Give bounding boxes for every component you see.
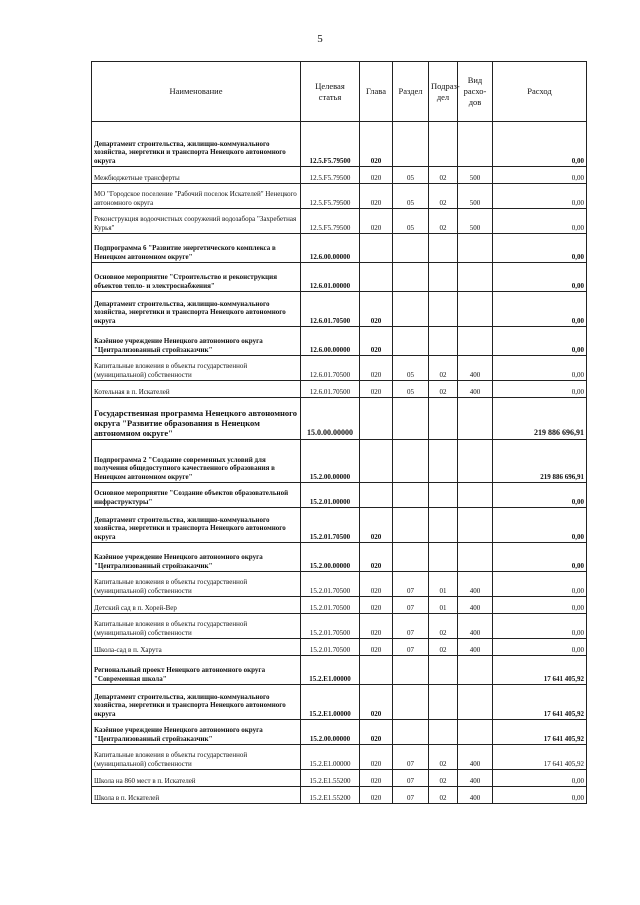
row-amount: 0,00 [493,543,587,572]
row-target-code: 12.6.01.70500 [301,381,360,398]
row-subsection: 02 [429,356,458,381]
row-expense-type [458,234,493,263]
row-subsection [429,234,458,263]
row-section: 07 [393,770,429,787]
row-name: Школа в п. Искателей [92,787,301,804]
row-amount: 0,00 [493,292,587,327]
row-expense-type [458,543,493,572]
row-section: 05 [393,167,429,184]
row-amount: 0,00 [493,381,587,398]
row-chapter: 020 [360,122,393,167]
table-row [92,639,587,656]
row-section [393,508,429,543]
row-expense-type [458,263,493,292]
row-target-code: 15.0.00.00000 [301,398,360,440]
row-subsection [429,440,458,483]
row-chapter [360,234,393,263]
row-name: Казённое учреждение Ненецкого автономного округа "Централизованный стройзаказчик" [92,543,301,572]
row-target-code: 15.2.01.70500 [301,508,360,543]
table-row [92,122,587,167]
table-row [92,656,587,685]
row-chapter: 020 [360,167,393,184]
table-row [92,745,587,770]
row-name: Капитальные вложения в объекты государственной (муниципальной) собственности [92,356,301,381]
table-row [92,398,587,440]
row-chapter: 020 [360,356,393,381]
row-amount: 0,00 [493,209,587,234]
row-subsection: 02 [429,639,458,656]
row-section [393,720,429,745]
row-chapter: 020 [360,614,393,639]
row-target-code: 15.2.01.70500 [301,639,360,656]
row-section [393,656,429,685]
header-chapter: Глава [360,62,393,122]
row-target-code: 12.5.F5.79500 [301,184,360,209]
row-target-code: 12.5.F5.79500 [301,167,360,184]
row-section [393,543,429,572]
row-amount: 0,00 [493,483,587,508]
row-section: 07 [393,572,429,597]
row-subsection [429,508,458,543]
row-amount: 17 641 405,92 [493,656,587,685]
row-chapter: 020 [360,508,393,543]
row-name: Казённое учреждение Ненецкого автономного округа "Централизованный стройзаказчик" [92,327,301,356]
row-subsection [429,327,458,356]
row-name: Подпрограмма 6 "Развитие энергетического комплекса в Ненецком автономном округе" [92,234,301,263]
row-expense-type: 400 [458,770,493,787]
row-expense-type [458,483,493,508]
row-expense-type: 400 [458,356,493,381]
row-subsection: 01 [429,597,458,614]
row-amount: 17 641 405,92 [493,720,587,745]
row-name: Основное мероприятие "Строительство и реконструкция объектов тепло- и электроснабжения" [92,263,301,292]
row-subsection: 02 [429,614,458,639]
row-expense-type [458,398,493,440]
row-amount: 219 886 696,91 [493,440,587,483]
row-subsection: 02 [429,770,458,787]
row-amount: 0,00 [493,787,587,804]
row-chapter [360,483,393,508]
table-row [92,381,587,398]
row-chapter [360,398,393,440]
row-amount: 0,00 [493,572,587,597]
row-amount: 0,00 [493,639,587,656]
row-amount: 0,00 [493,327,587,356]
table-row [92,483,587,508]
row-name: Межбюджетные трансферты [92,167,301,184]
table-row [92,720,587,745]
table-row [92,597,587,614]
row-amount: 17 641 405,92 [493,685,587,720]
row-name: МО "Городское поселение "Рабочий поселок Искателей" Ненецкого автономного округа [92,184,301,209]
row-name: Департамент строительства, жилищно-коммунального хозяйства, энергетики и транспорта Ненецкого автономного округа [92,122,301,167]
row-section [393,122,429,167]
row-name: Капитальные вложения в объекты государственной (муниципальной) собственности [92,614,301,639]
page-number: 5 [317,33,323,45]
row-chapter: 020 [360,685,393,720]
row-amount: 219 886 696,91 [493,398,587,440]
row-amount: 0,00 [493,184,587,209]
row-subsection [429,398,458,440]
table-row [92,685,587,720]
table-row [92,787,587,804]
row-target-code: 12.6.00.00000 [301,234,360,263]
row-section: 07 [393,745,429,770]
row-target-code: 15.2.01.70500 [301,614,360,639]
row-chapter [360,440,393,483]
header-amount: Расход [493,62,587,122]
row-section: 05 [393,381,429,398]
row-section [393,234,429,263]
row-expense-type [458,720,493,745]
row-name: Казённое учреждение Ненецкого автономного округа "Централизованный стройзаказчик" [92,720,301,745]
row-subsection: 02 [429,787,458,804]
table-row [92,614,587,639]
row-section [393,292,429,327]
row-name: Капитальные вложения в объекты государственной (муниципальной) собственности [92,572,301,597]
row-chapter [360,263,393,292]
header-target: Целевая статья [301,62,360,122]
row-subsection: 01 [429,572,458,597]
row-chapter: 020 [360,292,393,327]
row-name: Школа-сад в п. Харута [92,639,301,656]
row-expense-type: 400 [458,745,493,770]
table-row [92,292,587,327]
row-section: 07 [393,614,429,639]
row-subsection: 02 [429,184,458,209]
row-name: Реконструкция водоочистных сооружений водозабора "Захребетная Курья" [92,209,301,234]
row-amount: 0,00 [493,356,587,381]
header-expense-type: Вид расхо-дов [458,62,493,122]
row-expense-type [458,685,493,720]
row-name: Департамент строительства, жилищно-коммунального хозяйства, энергетики и транспорта Ненецкого автономного округа [92,508,301,543]
table-row [92,263,587,292]
row-chapter: 020 [360,720,393,745]
row-section: 05 [393,209,429,234]
row-amount: 0,00 [493,122,587,167]
row-target-code: 15.2.01.70500 [301,597,360,614]
row-expense-type: 500 [458,209,493,234]
row-subsection [429,685,458,720]
row-expense-type [458,508,493,543]
header-section: Раздел [393,62,429,122]
row-subsection [429,720,458,745]
row-section [393,327,429,356]
row-subsection [429,656,458,685]
row-subsection [429,292,458,327]
row-section [393,263,429,292]
row-amount: 17 641 405,92 [493,745,587,770]
row-section: 07 [393,787,429,804]
row-name: Департамент строительства, жилищно-коммунального хозяйства, энергетики и транспорта Ненецкого автономного округа [92,685,301,720]
row-amount: 0,00 [493,597,587,614]
row-target-code: 15.2.E1.00000 [301,656,360,685]
table-row [92,356,587,381]
row-chapter: 020 [360,745,393,770]
row-expense-type: 500 [458,167,493,184]
row-target-code: 15.2.E1.00000 [301,685,360,720]
table-row [92,327,587,356]
row-expense-type: 400 [458,614,493,639]
header-subsection: Подраз-дел [429,62,458,122]
row-subsection [429,483,458,508]
table-row [92,770,587,787]
row-name: Подпрограмма 2 "Создание современных условий для получения общедоступного качественного образования в Ненецком автономном округе" [92,440,301,483]
row-target-code: 15.2.E1.55200 [301,787,360,804]
row-subsection: 02 [429,745,458,770]
row-amount: 0,00 [493,508,587,543]
row-target-code: 15.2.01.00000 [301,483,360,508]
table-row [92,508,587,543]
row-subsection [429,263,458,292]
row-expense-type [458,440,493,483]
row-expense-type [458,122,493,167]
row-expense-type: 400 [458,639,493,656]
budget-table [91,61,587,804]
row-target-code: 12.6.01.70500 [301,356,360,381]
row-amount: 0,00 [493,234,587,263]
row-target-code: 15.2.01.70500 [301,572,360,597]
table-header-row [92,62,587,122]
row-chapter: 020 [360,209,393,234]
row-expense-type: 400 [458,787,493,804]
row-name: Основное мероприятие "Создание объектов образовательной инфраструктуры" [92,483,301,508]
row-name: Департамент строительства, жилищно-коммунального хозяйства, энергетики и транспорта Ненецкого автономного округа [92,292,301,327]
row-target-code: 15.2.00.00000 [301,720,360,745]
header-name: Наименование [92,62,301,122]
table-row [92,572,587,597]
row-chapter: 020 [360,327,393,356]
row-chapter: 020 [360,639,393,656]
row-expense-type: 500 [458,184,493,209]
row-target-code: 15.2.00.00000 [301,440,360,483]
row-section [393,398,429,440]
row-expense-type [458,327,493,356]
row-subsection: 02 [429,381,458,398]
row-name: Региональный проект Ненецкого автономного округа "Современная школа" [92,656,301,685]
table-row [92,543,587,572]
row-name: Капитальные вложения в объекты государственной (муниципальной) собственности [92,745,301,770]
row-expense-type: 400 [458,597,493,614]
row-section [393,483,429,508]
row-name: Котельная в п. Искателей [92,381,301,398]
table-row [92,234,587,263]
row-section: 05 [393,184,429,209]
row-amount: 0,00 [493,167,587,184]
row-target-code: 12.5.F5.79500 [301,122,360,167]
row-expense-type: 400 [458,572,493,597]
row-expense-type [458,656,493,685]
table-row [92,440,587,483]
row-subsection [429,543,458,572]
row-target-code: 15.2.00.00000 [301,543,360,572]
table-row [92,184,587,209]
row-chapter: 020 [360,597,393,614]
row-section: 05 [393,356,429,381]
table-row [92,209,587,234]
row-subsection: 02 [429,167,458,184]
row-name: Школа на 860 мест в п. Искателей [92,770,301,787]
row-target-code: 12.6.01.70500 [301,292,360,327]
row-chapter: 020 [360,381,393,398]
row-subsection: 02 [429,209,458,234]
row-target-code: 15.2.E1.00000 [301,745,360,770]
row-chapter: 020 [360,543,393,572]
row-name: Государственная программа Ненецкого автономного округа "Развитие образования в Ненецком автономном округе" [92,398,301,440]
row-expense-type [458,292,493,327]
table-row [92,167,587,184]
row-target-code: 12.6.01.00000 [301,263,360,292]
row-section [393,440,429,483]
row-chapter: 020 [360,770,393,787]
row-amount: 0,00 [493,770,587,787]
row-amount: 0,00 [493,263,587,292]
row-target-code: 12.6.00.00000 [301,327,360,356]
row-chapter: 020 [360,787,393,804]
row-amount: 0,00 [493,614,587,639]
row-section: 07 [393,597,429,614]
row-subsection [429,122,458,167]
row-target-code: 15.2.E1.55200 [301,770,360,787]
row-section: 07 [393,639,429,656]
row-expense-type: 400 [458,381,493,398]
row-name: Детский сад в п. Хорей-Вер [92,597,301,614]
row-chapter [360,656,393,685]
row-chapter: 020 [360,572,393,597]
row-target-code: 12.5.F5.79500 [301,209,360,234]
row-chapter: 020 [360,184,393,209]
row-section [393,685,429,720]
